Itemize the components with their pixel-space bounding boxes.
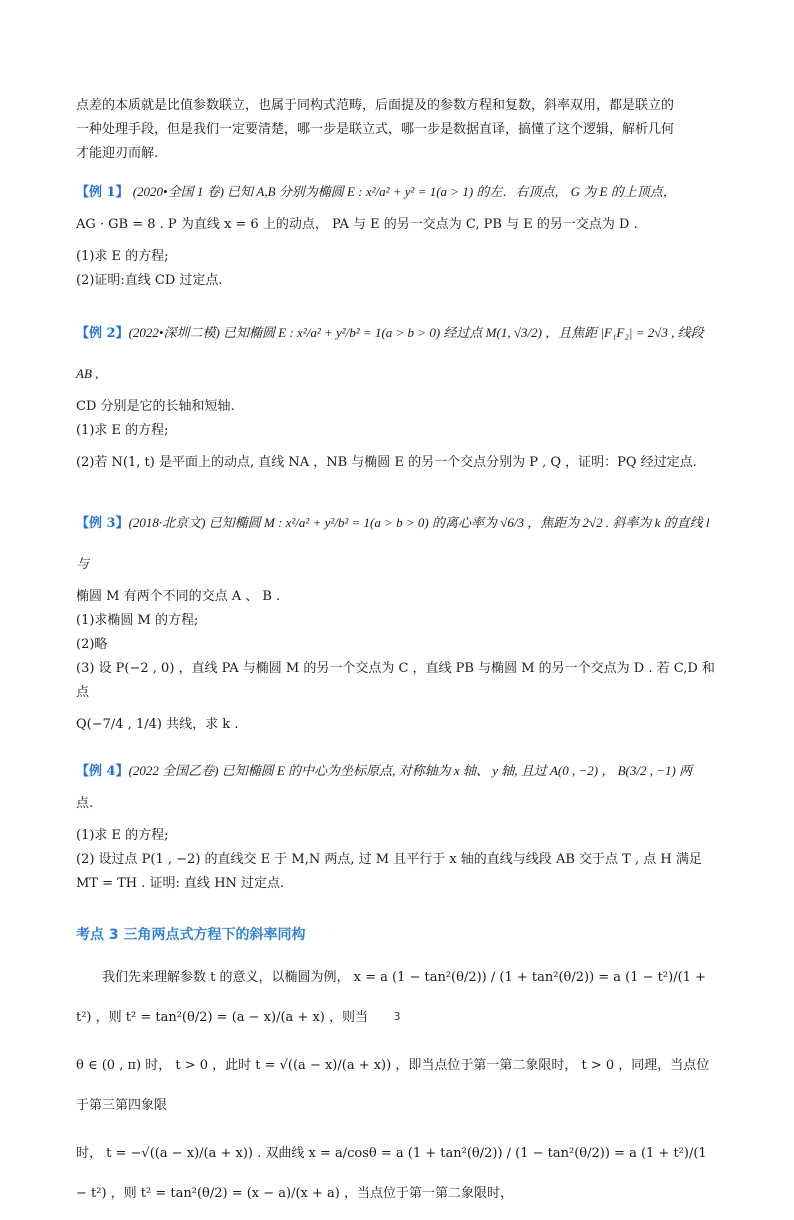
example-1-line2: AG · GB = 8 . P 为直线 x = 6 上的动点， PA 与 E 的另一交点为 C, PB 与 E 的另一交点为 D . xyxy=(76,217,638,232)
example-3-question-2: (2)略 xyxy=(76,637,108,652)
example-2 xyxy=(76,313,720,475)
intro-line: 一种处理手段，但是我们一定要清楚，哪一步是联立式，哪一步是数据直译，搞懂了这个逻辑，解析几何 xyxy=(76,122,675,137)
example-2-question-1: (1)求 E 的方程; xyxy=(76,423,169,438)
example-2-question-2: (2)若 N(1, t) 是平面上的动点, 直线 NA ，NB 与椭圆 E 的另一个交点分别为 P , Q ，证明：PQ 经过定点. xyxy=(76,455,697,470)
example-4-tag: 【例 4】 xyxy=(76,764,129,779)
example-4-question-2b: MT = TH . 证明: 直线 HN 过定点. xyxy=(76,876,285,891)
intro-line: 点差的本质就是比值参数联立，也属于同构式范畴，后面提及的参数方程和复数，斜率双用，都是联立的 xyxy=(76,98,675,113)
example-2-line2: CD 分别是它的长轴和短轴. xyxy=(76,399,235,414)
example-1-tag: 【例 1】 xyxy=(76,185,129,200)
section-title: 考点 3 三角两点式方程下的斜率同构 xyxy=(76,927,306,943)
example-3 xyxy=(76,503,720,745)
example-1 xyxy=(76,172,720,293)
example-3-question-1: (1)求椭圆 M 的方程; xyxy=(76,613,199,628)
example-4-line2: 点. xyxy=(76,796,94,811)
example-4-line1: 【例 4】(2022 全国乙卷) 已知椭圆 E 的中心为坐标原点, 对称轴为 x 轴、 y 轴, 且过 A(0 , −2) ， B(3/2 , −1) 两 xyxy=(76,763,693,779)
example-1-line1: 【例 1】 (2020•全国 1 卷) 已知 A,B 分别为椭圆 E : x²/a² + y² = 1(a > 1) 的左．右顶点， G 为 E 的上顶点， xyxy=(76,184,676,200)
page-content xyxy=(76,94,720,1220)
section-paragraph-2: θ ∈ (0 , π) 时， t > 0 ，此时 t = √((a − x)/(a + x)) ，即当点位于第一第二象限时， t > 0 ，同理，当点位于第三第四象限 xyxy=(76,1058,710,1113)
example-2-tag: 【例 2】 xyxy=(76,326,129,341)
section-paragraph-1: 我们先来理解参数 t 的意义，以椭圆为例， x = a (1 − tan²(θ/2)) / (1 + tan²(θ/2)) = a (1 − t²)/(1 + t²) ，则 t² = tan²(θ/2) = (a − x)/(a + x) ，则当 xyxy=(76,970,706,1025)
intro-paragraph xyxy=(76,94,720,166)
example-3-question-3b: Q(−7/4 , 1/4) 共线，求 k . xyxy=(76,717,239,732)
example-4-question-2a: (2) 设过点 P(1 , −2) 的直线交 E 于 M,N 两点, 过 M 且平行于 x 轴的直线与线段 AB 交于点 T , 点 H 满足 xyxy=(76,852,702,867)
example-1-question-2: (2)证明:直线 CD 过定点. xyxy=(76,273,223,288)
example-3-line1: 【例 3】(2018·北京文) 已知椭圆 M : x²/a² + y²/b² = 1(a > b > 0) 的离心率为 √6/3 ，焦距为 2√2 . 斜率为 k 的直线 l 与 xyxy=(76,515,710,571)
example-3-question-3a: (3) 设 P(−2 , 0) ，直线 PA 与椭圆 M 的另一个交点为 C ，直线 PB 与椭圆 M 的另一个交点为 D . 若 C,D 和点 xyxy=(76,661,715,700)
intro-line: 才能迎刃而解. xyxy=(76,146,159,161)
example-3-line2: 椭圆 M 有两个不同的交点 A 、 B . xyxy=(76,589,281,604)
example-1-question-1: (1)求 E 的方程; xyxy=(76,249,169,264)
page-number: 3 xyxy=(393,1010,401,1023)
example-4 xyxy=(76,751,720,896)
example-2-line1: 【例 2】(2022•深圳二模) 已知椭圆 E : x²/a² + y²/b² = 1(a > b > 0) 经过点 M(1, √3/2) ，且焦距 |F₁F₂| = 2√3 , 线段 AB , xyxy=(76,325,704,381)
example-3-tag: 【例 3】 xyxy=(76,516,129,531)
section-body xyxy=(76,958,720,1214)
example-4-question-1: (1)求 E 的方程; xyxy=(76,828,169,843)
section-paragraph-3: 时， t = −√((a − x)/(a + x)) . 双曲线 x = a/cosθ = a (1 + tan²(θ/2)) / (1 − tan²(θ/2)) = a (1 + t²)/(1 − t²) ，则 t² = tan²(θ/2) = (x − a)/(x + a) ，当点位于第一第二象限时， xyxy=(76,1146,707,1201)
